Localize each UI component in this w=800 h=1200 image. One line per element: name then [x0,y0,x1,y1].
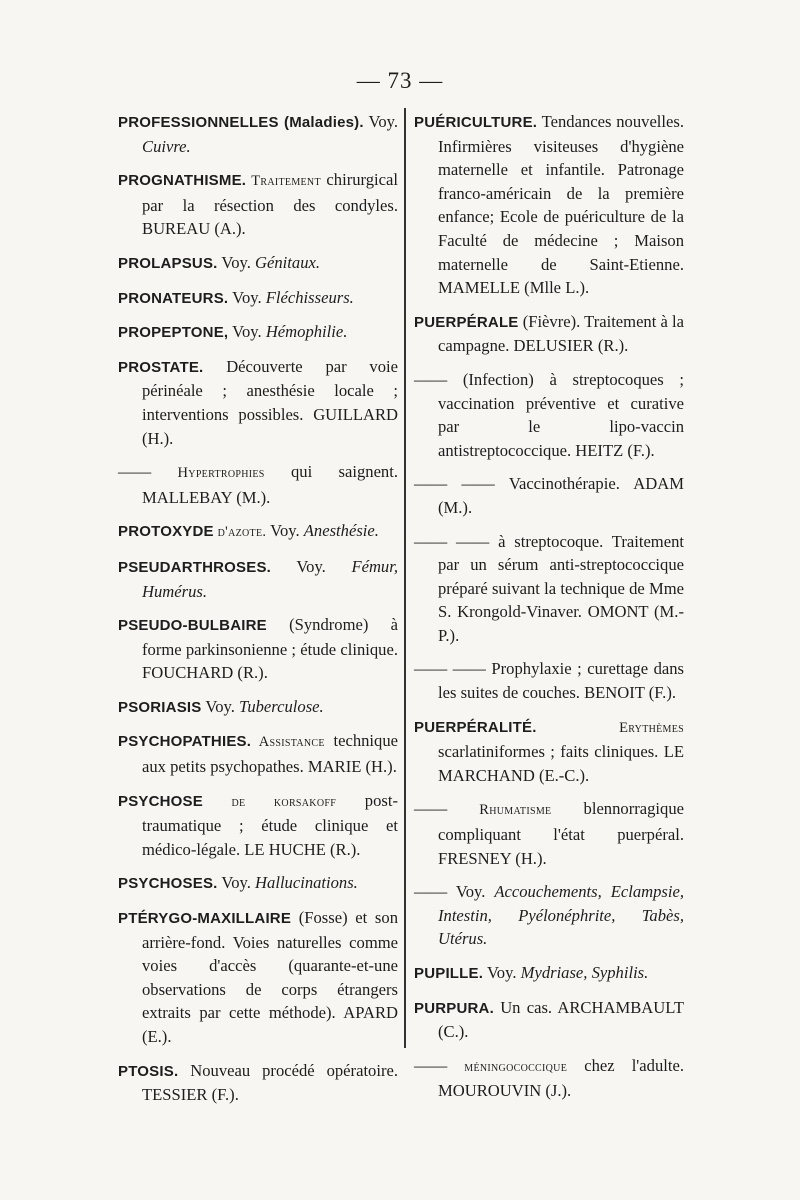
index-entry [118,251,398,276]
entry-text: Voy. [266,521,304,541]
entry-heading: PROLAPSUS. [118,254,218,272]
entry-text: chez l'adulte. MOUROUVIN (J.). [438,1055,684,1101]
index-entry [414,996,684,1044]
entry-heading: PROFESSIONNELLES (Maladies). [118,114,364,131]
entry-subheading: de korsakoff [202,793,337,810]
entry-text: Un cas. ARCHAMBAULT (C.). [438,997,684,1042]
index-entry [414,797,684,870]
left-column [118,110,398,1117]
entry-heading: PSEUDARTHROSES. [118,558,272,576]
entry-text: chirurgical par la résection des condyles. BUREAU (A.). [142,170,398,239]
entry-text: Voy. [483,963,521,982]
entry-heading: PSYCHOPATHIES. [118,733,252,751]
entry-text: Voy. [455,882,495,902]
entry-text: Voy. [217,873,256,893]
entry-subheading: Hypertrophies [177,465,265,482]
index-entry [118,110,398,158]
entry-heading: PURPURA. [414,999,494,1017]
entry-crossref: Anesthésie. [303,521,379,541]
entry-text: Vaccinothérapie. ADAM (M.). [438,474,684,517]
index-entry [118,460,398,509]
index-entry [414,310,684,358]
index-entry [118,1059,398,1107]
entry-dash: —— [414,799,480,819]
entry-crossref: Fléchisseurs. [265,287,354,307]
index-entry [118,168,398,241]
index-entry [414,530,684,648]
entry-text: technique aux petits psychopathes. MARIE (H.). [142,731,398,777]
index-entry [414,880,684,951]
entry-dash: —— [414,1055,465,1075]
entry-text: scarlatiniformes ; faits cliniques. LE MARCHAND (E.-C.). [438,742,684,785]
index-entry [118,695,398,720]
entry-text: Découverte par voie périnéale ; anesthésie locale ; interventions possibles. GUILLARD (H.). [142,356,398,448]
entry-heading: PSYCHOSE [118,792,203,810]
entry-dash: —— —— [414,659,492,679]
right-column [414,110,684,1113]
entry-subheading: d'azote. [213,524,267,541]
entry-text: Tendances nouvelles. Infirmières visiteuses d'hygiène maternelle et infantile. Patronage franco-américain de la première enfance; Ecole de puériculture de la Faculté de médecine ; Maison maternelle de Saint-Etienne. MAMELLE (Mlle L.). [438,112,684,298]
entry-text: post-traumatique ; étude clinique et médico-légale. LE HUCHE (R.). [142,790,398,859]
index-entry [414,472,684,519]
index-entry [118,789,398,862]
entry-dash: —— [414,369,463,389]
entry-heading: PUPILLE. [414,965,484,982]
entry-heading: PROPEPTONE, [118,324,229,342]
entry-heading: PROGNATHISME. [118,172,247,190]
entry-crossref: Tuberculose. [239,696,324,716]
entry-text: à streptocoque. Traitement par un sérum anti-streptococcique préparé suivant la technique de Mme S. Krongold-Vinaver. OMONT (M.-P.). [438,531,684,645]
entry-dash: —— —— [414,531,499,551]
entry-crossref: Hallucinations. [255,873,358,893]
index-entry [118,871,398,896]
entry-text: Voy. [271,556,352,576]
entry-subheading: Erythèmes [536,719,684,736]
entry-heading: PSORIASIS [118,698,202,716]
index-entry [118,286,398,311]
entry-text: Voy. [201,696,240,716]
entry-subheading: Rhumatisme [479,802,552,819]
index-entry [414,110,684,300]
index-entry [118,613,398,685]
entry-heading: PUERPÉRALE [414,313,519,331]
entry-heading: PROTOXYDE [118,523,214,541]
entry-text: qui saignent. MALLEBAY (M.). [142,462,398,507]
entry-heading: PTÉRYGO-MAXILLAIRE [118,910,292,928]
entry-dash: —— [414,882,456,902]
entry-crossref: Cuivre. [142,136,191,156]
entry-heading: PSEUDO-BULBAIRE [118,617,267,635]
index-entry [414,657,684,704]
index-entry [414,961,684,986]
index-entry [118,519,398,545]
entry-text: Voy. [217,252,256,272]
entry-text: (Infection) à streptocoques ; vaccination préventive et curative par le lipo-vaccin antistreptococcique. HEITZ (F.). [438,369,685,460]
entry-heading: PUÉRICULTURE. [414,114,538,131]
entry-crossref: Génitaux. [255,252,321,272]
index-entry [414,368,684,462]
entry-subheading: méningococcique [464,1058,568,1075]
entry-text: (Fièvre). Traitement à la campagne. DELUSIER (R.). [438,311,684,356]
entry-subheading: Assistance [251,734,325,751]
entry-subheading: Traitement [246,173,321,190]
index-entry [118,320,398,345]
index-entry [118,906,398,1049]
entry-text: (Fosse) et son arrière-fond. Voies naturelles comme voies d'accès (quarante-et-une observations de corps étrangers extraits par cette méthode). APARD (E.). [142,908,398,1046]
entry-crossref: Accouchements, Eclampsie, Intestin, Pyélonéphrite, Tabès, Utérus. [438,882,684,949]
entry-text: Voy. [228,322,266,342]
entry-text: Voy. [228,287,266,307]
entry-text: blennorragique compliquant l'état puerpéral. FRESNEY (H.). [438,799,684,868]
entry-heading: PROSTATE. [118,358,204,376]
entry-crossref: Mydriase, Syphilis. [520,963,649,982]
entry-dash: —— —— [414,474,509,494]
index-entry [118,555,398,603]
index-entry [118,729,398,778]
index-entry [118,355,398,450]
entry-text: Voy. [363,112,399,131]
entry-text: (Syndrome) à forme parkinsonienne ; étude clinique. FOUCHARD (R.). [142,615,398,683]
entry-heading: PUERPÉRALITÉ. [414,718,537,736]
entry-text: Nouveau procédé opératoire. TESSIER (F.). [142,1060,398,1105]
entry-dash: —— [118,462,178,482]
entry-crossref: Hémophilie. [265,322,348,342]
column-divider [404,108,406,1048]
entry-text: Prophylaxie ; curettage dans les suites de couches. BENOIT (F.). [438,659,684,703]
index-entry [414,715,684,788]
index-entry [414,1054,684,1103]
entry-heading: PRONATEURS. [118,289,229,307]
entry-crossref: Fémur, Humérus. [142,556,398,601]
entry-heading: PTOSIS. [118,1062,179,1080]
page-number: — 73 — [356,68,444,93]
entry-heading: PSYCHOSES. [118,875,218,893]
